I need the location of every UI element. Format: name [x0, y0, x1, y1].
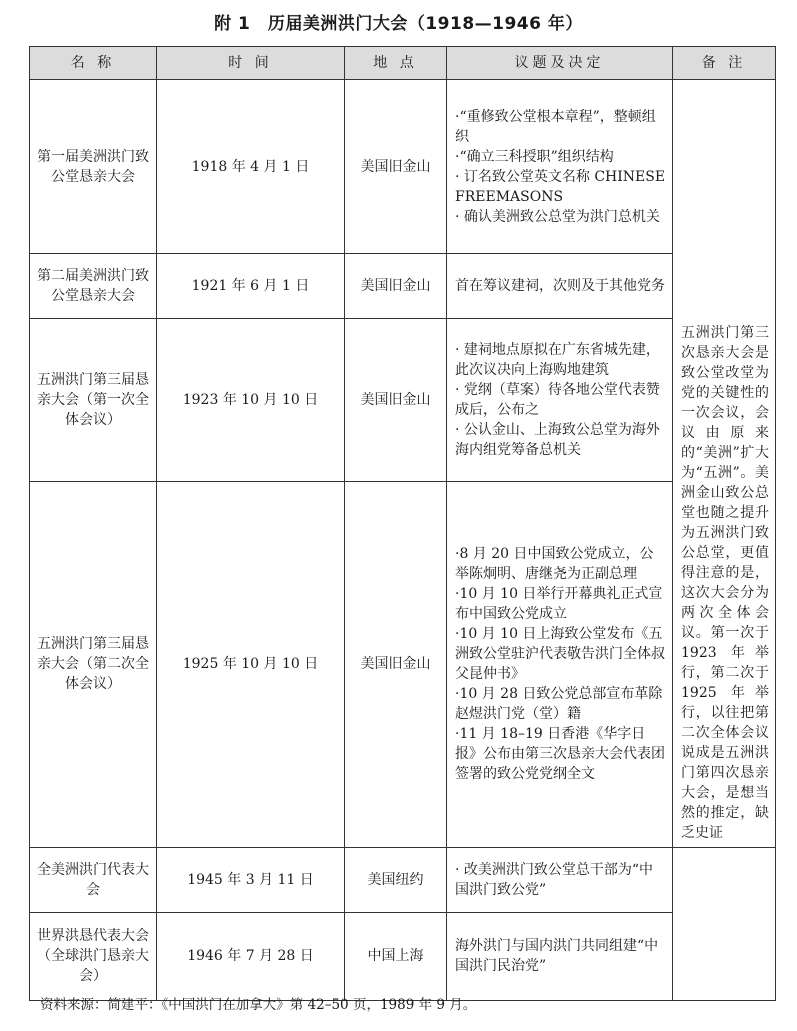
- agenda-item: ·“确立三科授职”组织结构: [455, 148, 614, 165]
- cell-time: 1946 年 7 月 28 日: [157, 912, 345, 1000]
- table-row: [30, 482, 776, 847]
- agenda-item: · 党纲（草案）待各地公堂代表赞成后，公布之: [455, 382, 660, 419]
- cell-agenda: [447, 319, 673, 482]
- header-notes: 备 注: [673, 47, 776, 80]
- table-row: [30, 254, 776, 319]
- cell-name: 全美洲洪门代表大会: [30, 847, 157, 912]
- cell-time: 1921 年 6 月 1 日: [157, 254, 345, 319]
- header-time: 时 间: [157, 47, 345, 80]
- agenda-item: · 订名致公堂英文名称 CHINESE FREEMASONS: [455, 168, 666, 205]
- cell-name: 五洲洪门第三届恳亲大会（第一次全体会议）: [30, 319, 157, 482]
- cell-agenda: [447, 80, 673, 254]
- cell-agenda: [447, 482, 673, 847]
- table-row: [30, 80, 776, 254]
- table-row: [30, 319, 776, 482]
- cell-note: 五洲洪门第三次恳亲大会是致公堂改堂为党的关键性的一次会议，会议由原来的“美洲”扩大为“五洲”。美洲金山致公总堂也随之提升为五洲洪门致公总堂，更值得注意的是，这次大会分为两次全体会议。第一次于 1923 年举行，第二次于 1925 年举行，以往把第二次全体会议说成是五洲洪门第四次恳亲大会，是想当然的推定，缺乏史证: [673, 319, 776, 848]
- cell-place: 中国上海: [345, 912, 447, 1000]
- agenda-item: ·10 月 10 日举行开幕典礼正式宣布中国致公党成立: [455, 586, 663, 623]
- agenda-item: · 建祠地点原拟在广东省城先建，此次议决向上海购地建筑: [455, 342, 660, 379]
- cell-name: 第二届美洲洪门致公堂恳亲大会: [30, 254, 157, 319]
- cell-agenda: [447, 912, 673, 1000]
- agenda-item: ·11 月 18–19 日香港《华字日报》公布由第三次恳亲大会代表团签署的致公党党纲全文: [455, 726, 665, 783]
- agenda-item: 首在筹议建祠，次则及于其他党务: [455, 278, 665, 294]
- cell-agenda: [447, 847, 673, 912]
- agenda-item: 海外洪门与国内洪门共同组建“中国洪门民治党”: [455, 938, 659, 974]
- header-row: [30, 47, 776, 80]
- header-name: 名 称: [30, 47, 157, 80]
- cell-place: 美国旧金山: [345, 482, 447, 847]
- agenda-item: ·“重修致公堂根本章程”，整顿组织: [455, 108, 656, 145]
- table-title: 附 1 历届美洲洪门大会（1918—1946 年）: [214, 14, 583, 34]
- cell-note-empty: [673, 80, 776, 319]
- agenda-item: ·10 月 10 日上海致公堂发布《五洲致公堂驻沪代表敬告洪门全体叔父昆仲书》: [455, 626, 665, 683]
- cell-name: 五洲洪门第三届恳亲大会（第二次全体会议）: [30, 482, 157, 847]
- table-row: [30, 847, 776, 912]
- cell-place: 美国旧金山: [345, 319, 447, 482]
- agenda-item: · 确认美洲致公总堂为洪门总机关: [455, 208, 660, 225]
- agenda-item: · 改美洲洪门致公堂总干部为“中国洪门致公党”: [455, 861, 654, 898]
- cell-time: 1945 年 3 月 11 日: [157, 847, 345, 912]
- header-agenda: 议题及决定: [447, 47, 673, 80]
- header-place: 地 点: [345, 47, 447, 80]
- cell-time: 1925 年 10 月 10 日: [157, 482, 345, 847]
- agenda-item: ·8 月 20 日中国致公党成立，公举陈炯明、唐继尧为正副总理: [455, 546, 654, 583]
- cell-agenda: [447, 254, 673, 319]
- cell-name: 第一届美洲洪门致公堂恳亲大会: [30, 80, 157, 254]
- congress-table: [29, 46, 776, 1001]
- cell-place: 美国纽约: [345, 847, 447, 912]
- agenda-item: ·10 月 28 日致公党总部宣布革除赵煜洪门党（堂）籍: [455, 686, 663, 723]
- source-note: 资料来源：简建平：《中国洪门在加拿大》第 42–50 页，1989 年 9 月。: [40, 997, 477, 1013]
- agenda-item: · 公认金山、上海致公总堂为海外海内组党筹备总机关: [455, 422, 660, 459]
- cell-time: 1918 年 4 月 1 日: [157, 80, 345, 254]
- cell-name: 世界洪恳代表大会（全球洪门恳亲大会）: [30, 912, 157, 1000]
- cell-place: 美国旧金山: [345, 80, 447, 254]
- cell-note-empty: [673, 847, 776, 1000]
- cell-place: 美国旧金山: [345, 254, 447, 319]
- table-row: [30, 912, 776, 1000]
- cell-time: 1923 年 10 月 10 日: [157, 319, 345, 482]
